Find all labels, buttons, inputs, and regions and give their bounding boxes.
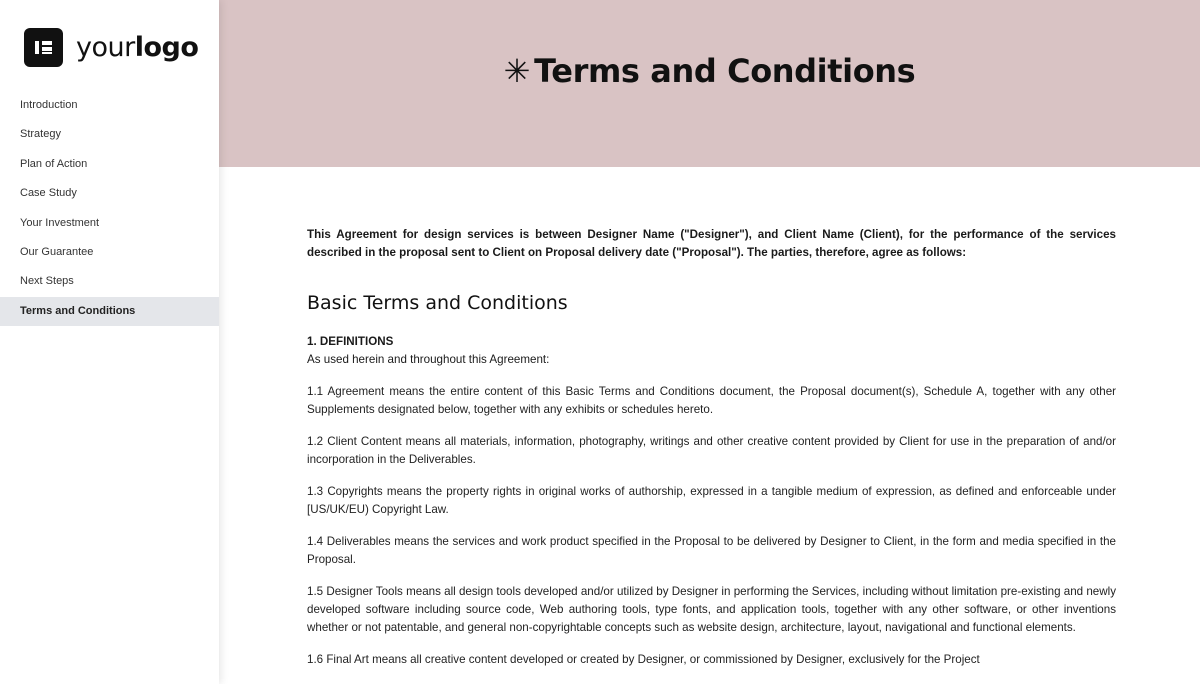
page-title <box>219 52 1200 90</box>
definitions-subtitle: As used herein and throughout this Agreement: <box>307 353 550 366</box>
definition-1-5: 1.5 Designer Tools means all design tools developed and/or utilized by Designer in performing the Services, including without limitation pre-existing and newly developed software including source code, Web authoring tools, type fonts, and application tools, together with any other software, or other inventions whether or not patentable, and general non-copyrightable concepts such as website design, architecture, layout, navigational and functional elements. <box>307 585 1116 634</box>
sidebar-item-case-study[interactable]: Case Study <box>20 187 77 200</box>
definition-1-4: 1.4 Deliverables means the services and work product specified in the Proposal to be delivered by Designer to Client, in the form and media specified in the Proposal. <box>307 535 1116 566</box>
sidebar-item-terms-and-conditions[interactable]: Terms and Conditions <box>0 297 219 326</box>
section-heading: Basic Terms and Conditions <box>307 292 568 314</box>
sidebar-item-introduction[interactable]: Introduction <box>20 99 78 111</box>
sidebar-nav <box>0 91 219 326</box>
page-title-text: Terms and Conditions <box>534 52 916 90</box>
definition-1-6: 1.6 Final Art means all creative content developed or created by Designer, or commissioned by Designer, exclusively for the Project <box>307 653 980 666</box>
asterisk-icon: ✳ <box>503 52 531 90</box>
document-body <box>307 226 1116 669</box>
sidebar-item-our-guarantee[interactable]: Our Guarantee <box>20 245 94 258</box>
intro-paragraph: This Agreement for design services is between Designer Name ("Designer"), and Client Name (Client), for the performance of the services described in the proposal sent to Client on Proposal delivery date ("Proposal"). The parties, therefore, agree as follows: <box>307 228 1116 259</box>
definition-1-1: 1.1 Agreement means the entire content of this Basic Terms and Conditions document, the Proposal document(s), Schedule A, together with any other Supplements designated below, together with any exhibits or schedules hereto. <box>307 385 1116 416</box>
sidebar-item-strategy[interactable]: Strategy <box>20 128 61 141</box>
definitions-title: 1. DEFINITIONS <box>307 335 394 348</box>
logo-icon <box>24 28 63 67</box>
sidebar-item-plan-of-action[interactable]: Plan of Action <box>20 157 88 170</box>
definition-1-3: 1.3 Copyrights means the property rights in original works of authorship, expressed in a tangible medium of expression, as defined and enforceable under [US/UK/EU) Copyright Law. <box>307 485 1116 516</box>
sidebar-item-next-steps[interactable]: Next Steps <box>20 275 74 288</box>
sidebar-item-your-investment[interactable]: Your Investment <box>20 216 100 229</box>
logo[interactable] <box>24 28 198 67</box>
logo-text: yourlogo <box>76 32 199 63</box>
sidebar <box>0 0 219 684</box>
page-header <box>219 0 1200 167</box>
definition-1-2: 1.2 Client Content means all materials, information, photography, writings and other creative content provided by Client for use in the preparation of and/or incorporation in the Deliverables. <box>307 435 1116 466</box>
